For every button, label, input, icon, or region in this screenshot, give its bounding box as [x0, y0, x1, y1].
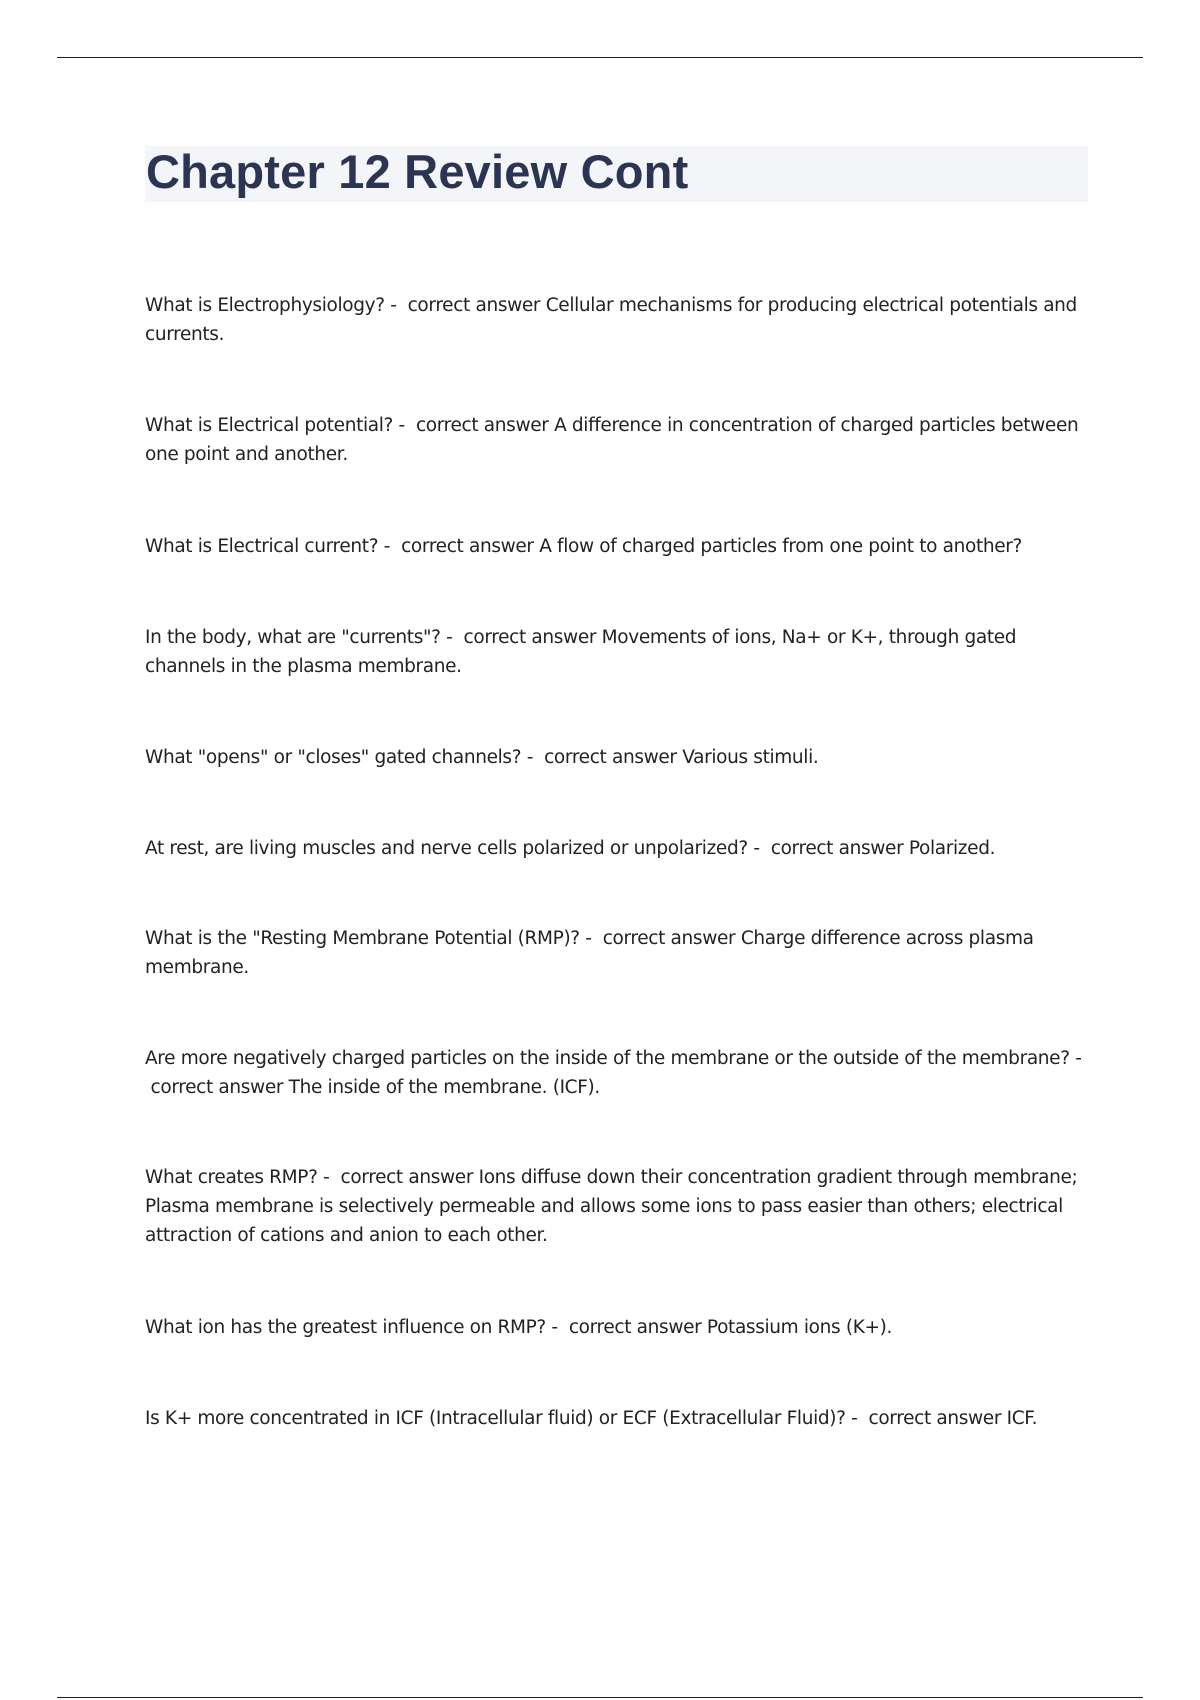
page-title: Chapter 12 Review Cont [146, 145, 689, 198]
answer-marker: correct answer [415, 415, 549, 436]
answer-text: The inside of the membrane. (ICF). [288, 1077, 600, 1098]
answer-marker: correct answer [340, 1167, 474, 1188]
answer-marker: correct answer [568, 1317, 702, 1338]
question-text: What is Electrophysiology? - [145, 295, 397, 316]
question-text: Are more negatively charged particles on the inside of the membrane or the outside of the membrane? - [145, 1048, 1082, 1069]
question-text: What ion has the greatest influence on RMP? - [145, 1317, 558, 1338]
qa-item [145, 1313, 1095, 1342]
answer-text: Movements of ions, Na+ or K+, through gated channels in the plasma membrane. [145, 627, 1017, 677]
qa-item [145, 291, 1095, 349]
qa-item [145, 834, 1095, 863]
qa-item [145, 623, 1095, 681]
question-text: What "opens" or "closes" gated channels? - [145, 747, 534, 768]
answer-marker: correct answer [150, 1077, 284, 1098]
answer-marker: correct answer [770, 838, 904, 859]
qa-item [145, 924, 1095, 982]
answer-marker: correct answer [401, 536, 534, 557]
answer-text: ICF. [1006, 1408, 1038, 1429]
answer-text: Various stimuli. [682, 747, 819, 768]
answer-text: Ions diffuse down their concentration gradient through membrane; Plasma membrane is selectively permeable and allows some ions to pass easier than others; electrical attraction of cations and anion to each other. [145, 1167, 1078, 1246]
question-text: What creates RMP? - [145, 1167, 330, 1188]
qa-item [145, 1044, 1095, 1102]
question-text: What is Electrical potential? - [145, 415, 405, 436]
question-text: In the body, what are "currents"? - [145, 627, 453, 648]
qa-item [145, 743, 1095, 772]
answer-text: A difference in concentration of charged particles between one point and another. [145, 415, 1079, 465]
question-text: What is the "Resting Membrane Potential (RMP)? - [145, 928, 592, 949]
answer-marker: correct answer [407, 295, 541, 316]
question-text: Is K+ more concentrated in ICF (Intracellular fluid) or ECF (Extracellular Fluid)? - [145, 1408, 858, 1429]
answer-text: Polarized. [908, 838, 996, 859]
qa-item [145, 1163, 1095, 1250]
answer-text: Charge difference across plasma membrane. [145, 928, 1034, 978]
question-text: At rest, are living muscles and nerve cells polarized or unpolarized? - [145, 838, 760, 859]
bottom-rule [57, 1697, 1143, 1698]
top-rule [57, 57, 1143, 58]
qa-item [145, 1404, 1095, 1433]
answer-text: A flow of charged particles from one point to another? [539, 536, 1023, 557]
question-text: What is Electrical current? - [145, 536, 391, 557]
qa-item [145, 411, 1095, 469]
answer-text: Cellular mechanisms for producing electrical potentials and currents. [145, 295, 1077, 345]
answer-marker: correct answer [602, 928, 736, 949]
answer-marker: correct answer [544, 747, 677, 768]
qa-item [145, 532, 1095, 561]
answer-marker: correct answer [463, 627, 597, 648]
answer-marker: correct answer [868, 1408, 1002, 1429]
answer-text: Potassium ions (K+). [706, 1317, 893, 1338]
